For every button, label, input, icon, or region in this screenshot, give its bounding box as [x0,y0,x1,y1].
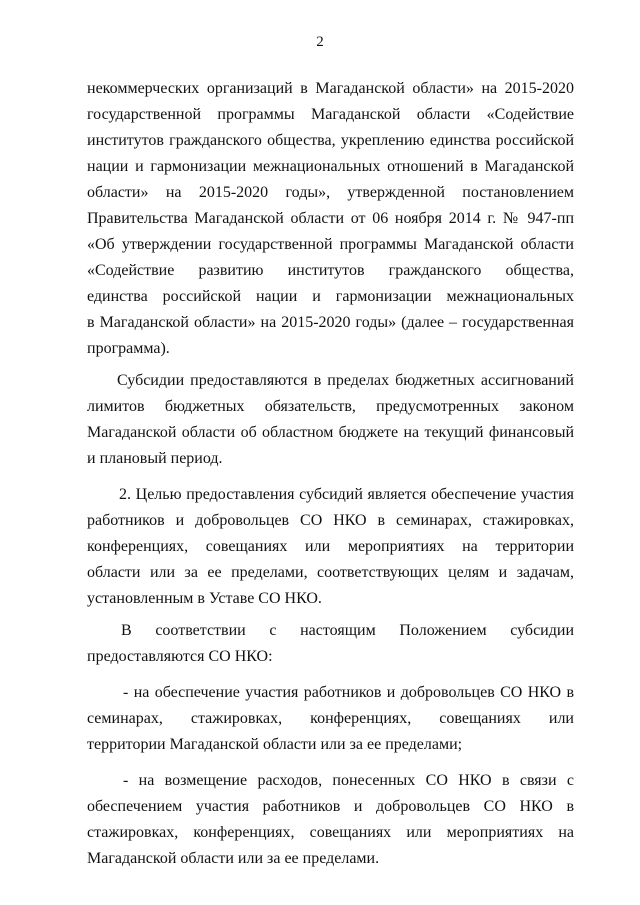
text-line: «Содействие развитию институтов гражданского общества, [87,262,574,279]
text-line: государственной программы Магаданской области «Содействие [87,106,574,123]
text-line: нации и гармонизации межнациональных отношений в Магаданской [87,158,574,175]
paragraph-subsidy-limits [87,368,574,472]
text-line: обеспечением участия работников и добровольцев СО НКО в [87,798,574,815]
text-line: - на возмещение расходов, понесенных СО НКО в связи с [123,772,574,789]
text-line: в Магаданской области» на 2015-2020 годы» (далее – государственная [87,314,574,331]
text-line: установленным в Уставе СО НКО. [87,590,322,607]
text-line: области» на 2015-2020 годы», утвержденной постановлением [87,184,574,201]
list-item-reimbursement [87,768,574,872]
text-line: и плановый период. [87,450,223,467]
text-line: некоммерческих организаций в Магаданской области» на 2015-2020 [87,80,574,97]
text-line: работников и добровольцев СО НКО в семинарах, стажировках, [87,512,574,529]
text-line: области или за ее пределами, соответствующих целям и задачам, [87,564,574,581]
document-body [87,76,574,872]
paragraph-subsidy-purpose [87,482,574,612]
text-line: Субсидии предоставляются в пределах бюджетных ассигнований [117,372,574,389]
text-line: конференциях, совещаниях или мероприятиях на территории [87,538,574,555]
text-line: институтов гражданского общества, укреплению единства российской [87,132,574,149]
list-item-participation [87,680,574,758]
paragraph-program-reference [87,76,574,362]
text-line: «Об утверждении государственной программы Магаданской области [87,236,574,253]
text-line: лимитов бюджетных обязательств, предусмотренных законом [87,398,574,415]
text-line: предоставляются СО НКО: [87,648,273,665]
text-line: Магаданской области об областном бюджете на текущий финансовый [87,424,574,441]
text-line: 2. Целью предоставления субсидий является обеспечение участия [119,486,574,503]
text-line: стажировках, конференциях, совещаниях или мероприятиях на [87,824,574,841]
text-line: семинарах, стажировках, конференциях, совещаниях или [87,710,574,727]
text-line: - на обеспечение участия работников и добровольцев СО НКО в [123,684,574,701]
text-line: программа). [87,340,170,357]
text-line: В соответствии с настоящим Положением субсидии [121,622,574,639]
text-line: единства российской нации и гармонизации межнациональных [87,288,574,305]
text-line: Правительства Магаданской области от 06 ноября 2014 г. № 947-пп [87,210,574,227]
paragraph-regulation [87,618,574,670]
text-line: Магаданской области или за ее пределами. [87,850,380,867]
page-number: 2 [316,34,324,50]
text-line: территории Магаданской области или за ее пределами; [87,736,463,753]
